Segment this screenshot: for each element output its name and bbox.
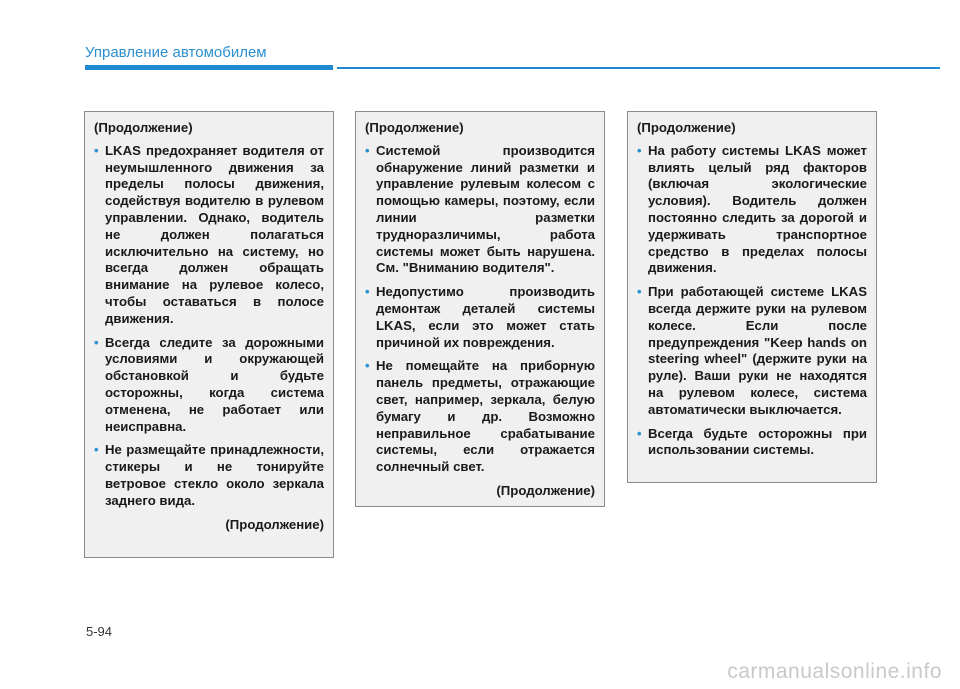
list-item: • Не размещайте принадлежности, стикеры и не тонируйте ветровое стекло около зеркала заднего вида. <box>94 442 324 509</box>
bullet-list <box>365 143 595 476</box>
list-item: • На работу системы LKAS может влиять целый ряд факторов (включая экологические условия). Водитель должен постоянно следить за дорогой и удерживать транспортное средство в пределах полосы движения. <box>637 143 867 277</box>
continued-header: (Продолжение) <box>365 120 464 135</box>
header-rule-thick <box>85 65 333 70</box>
continued-footer: (Продолжение) <box>496 482 595 498</box>
bullet-list <box>94 143 324 510</box>
warning-box-3 <box>627 111 877 483</box>
continued-header: (Продолжение) <box>94 120 193 135</box>
list-item: • Недопустимо производить демонтаж деталей системы LKAS, если это может стать причиной их повреждения. <box>365 284 595 351</box>
list-item: • При работающей системе LKAS всегда держите руки на рулевом колесе. Если после предупреждения "Keep hands on steering wheel" (держите руки на руле). Ваши руки не находятся на рулевом колесе, система автоматически выключается. <box>637 284 867 418</box>
list-item: • LKAS предохраняет водителя от неумышленного движения за пределы полосы движения, содействуя водителю в рулевом управлении. Однако, водитель не должен полагаться исключительно на систему, но всегда должен обращать внимание на рулевое колесо, чтобы оставаться в полосе движения. <box>94 143 324 328</box>
header-rule-thin <box>337 67 940 69</box>
continued-header: (Продолжение) <box>637 120 736 135</box>
list-item: • Всегда следите за дорожными условиями и окружающей обстановкой и будьте осторожны, когда система отменена, не работает или неисправна. <box>94 335 324 436</box>
list-item: • Не помещайте на приборную панель предметы, отражающие свет, например, зеркала, белую бумагу и др. Возможно неправильное срабатывание системы, если отражается солнечный свет. <box>365 358 595 476</box>
list-item: • Системой производится обнаружение линий разметки и управление рулевым колесом с помощью камеры, поэтому, если линии разметки трудноразличимы, работа системы может быть нарушена. См. "Вниманию водителя". <box>365 143 595 277</box>
page-number: 5-94 <box>86 624 113 639</box>
list-item: • Всегда будьте осторожны при использовании системы. <box>637 426 867 460</box>
section-title: Управление автомобилем <box>85 44 267 61</box>
warning-box-1 <box>84 111 334 558</box>
warning-box-2 <box>355 111 605 507</box>
continued-footer: (Продолжение) <box>225 516 324 532</box>
bullet-list <box>637 143 867 459</box>
watermark[interactable]: carmanualsonline.info <box>727 660 942 683</box>
